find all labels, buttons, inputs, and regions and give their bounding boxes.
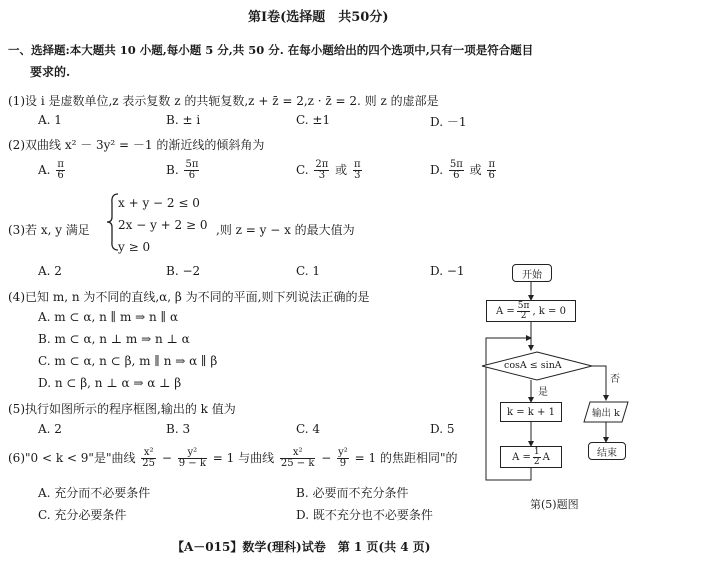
q5-option-b: B. 3 [166,422,191,436]
q2-c-num1: 2π [315,159,329,170]
section-instruction-line2: 要求的. [30,65,71,79]
q1-option-d: D. －1 [430,115,467,129]
q2-d-fraction-2 [487,160,496,181]
q4-option-d: D. n ⊂ β, n ⊥ α ⇒ α ⊥ β [38,376,182,390]
q4-option-a: A. m ⊂ α, n ∥ m ⇒ n ∥ α [38,310,179,324]
q2-d-num1: 5π [449,159,463,170]
q3-option-a: A. 2 [38,264,62,278]
q2-c-den1: 3 [318,170,326,181]
q2-stem: (2)双曲线 x² － 3y² = －1 的渐近线的倾斜角为 [8,138,265,152]
q4-option-b: B. m ⊂ α, n ⊥ m ⇒ n ⊥ α [38,332,190,346]
q6-part1: (6)"0 < k < 9"是"曲线 [8,451,136,465]
q4-stem: (4)已知 m, n 为不同的直线,α, β 为不同的平面,则下列说法正确的是 [8,290,370,304]
q1-option-c: C. ±1 [296,113,331,127]
q6-frac-3 [280,448,316,469]
q2-c-den2: 3 [354,170,361,181]
q5-stem: (5)执行如图所示的程序框图,输出的 k 值为 [8,402,236,416]
q1-option-b: B. ± i [166,113,201,127]
q6-f3-num: x² [280,448,316,459]
q6-f2-num: y² [178,448,207,459]
flowchart-end: 结束 [588,442,626,460]
flowchart-init-fraction [517,302,531,321]
q2-d-den1: 6 [453,170,460,181]
flowchart-init-num: 5π [517,300,530,311]
flowchart-step-halve [500,446,562,468]
q5-option-a: A. 2 [38,422,62,436]
flowchart [478,262,658,502]
q3-option-b: B. −2 [166,264,201,278]
q6-f2-den: 9 − k [178,458,206,469]
q2-c-num2: π [354,159,361,170]
q2-option-c [296,160,364,181]
q6-f3-den: 25 − k [280,458,315,469]
q2-a-prefix: A. [38,163,51,177]
flowchart-init-prefix: A = [496,305,515,317]
q2-d-num2: π [488,159,496,170]
q2-c-fraction-1 [314,160,329,181]
flowchart-yes-label: 是 [538,387,548,398]
q1-stem: (1)设 i 是虚数单位,z 表示复数 z 的共轭复数,z + z̄ = 2,z · z̄ = 2. 则 z 的虚部是 [8,94,439,108]
q3-lead: (3)若 x, y 满足 [8,223,90,237]
q2-c-prefix: C. [296,163,309,177]
flowchart-init [486,300,576,322]
q2-c-fraction-2 [353,160,362,181]
flowchart-condition: cosA ≤ sinA [504,360,562,371]
q3-constraint-3: y ≥ 0 [118,240,151,254]
q2-a-fraction [56,160,65,181]
q4-option-c: C. m ⊂ α, n ⊂ β, m ∥ n ⇒ α ∥ β [38,354,218,368]
q2-d-prefix: D. [430,163,444,177]
flowchart-init-suffix: , k = 0 [532,305,566,317]
flowchart-output-label: 输出 k [592,408,620,419]
flowchart-caption: 第(5)题图 [530,498,579,511]
q6-option-b: B. 必要而不充分条件 [296,486,409,500]
q6-minus-1: − [161,451,172,465]
flowchart-start: 开始 [512,264,552,282]
flowchart-step-increment: k = k + 1 [500,402,562,422]
q6-part2: = 1 与曲线 [212,451,275,465]
flowchart-no-label: 否 [610,374,620,385]
flowchart-init-den: 2 [520,310,527,321]
q5-option-d: D. 5 [430,422,455,436]
flowchart-step2-suffix: A [542,451,550,463]
page-footer: 【A－015】数学(理科)试卷 第 1 页(共 4 页) [172,540,431,554]
q2-d-den2: 6 [488,170,495,181]
q6-option-a: A. 充分而不必要条件 [38,486,151,500]
q6-part3: = 1 的焦距相同"的 [354,451,458,465]
q2-a-den: 6 [57,170,64,181]
q2-b-num: 5π [185,159,199,170]
q2-option-b [166,160,201,181]
q6-f4-den: 9 [339,458,347,469]
q2-c-or: 或 [335,163,348,177]
q6-f1-den: 25 [142,458,156,469]
q2-b-prefix: B. [166,163,179,177]
section-instruction-line1: 一、选择题:本大题共 10 小题,每小题 5 分,共 50 分. 在每小题给出的四个选项中,只有一项是符合题目 [8,43,534,57]
q3-option-d: D. −1 [430,264,465,278]
q6-stem [8,448,458,469]
q3-constraint-2: 2x − y + 2 ≥ 0 [118,218,208,232]
q3-constraint-1: x + y − 2 ≤ 0 [118,196,200,210]
flowchart-step2-num: 1 [533,446,540,457]
flowchart-step2-den: 2 [533,456,540,467]
q3-option-c: C. 1 [296,264,321,278]
q6-f1-num: x² [141,448,156,459]
q6-option-c: C. 充分必要条件 [38,508,127,522]
q2-option-d [430,160,498,181]
q6-option-d: D. 既不充分也不必要条件 [296,508,433,522]
page-title: 第Ⅰ卷(选择题 共50分) [248,10,389,25]
q1-option-a: A. 1 [38,113,62,127]
q6-minus-2: − [321,451,332,465]
flowchart-step2-prefix: A = [512,451,531,463]
q2-a-num: π [57,159,64,170]
q3-tail: ,则 z = y − x 的最大值为 [216,223,355,237]
q2-b-fraction [184,160,199,181]
q2-d-fraction-1 [449,160,464,181]
q6-f4-num: y² [338,447,348,458]
q2-b-den: 6 [188,170,196,181]
q2-option-a [38,160,67,181]
q6-frac-4 [337,448,349,469]
q2-d-or: 或 [469,163,482,177]
q6-frac-2 [178,448,207,469]
q5-option-c: C. 4 [296,422,321,436]
q6-frac-1 [141,448,156,469]
flowchart-step2-fraction [533,448,541,467]
